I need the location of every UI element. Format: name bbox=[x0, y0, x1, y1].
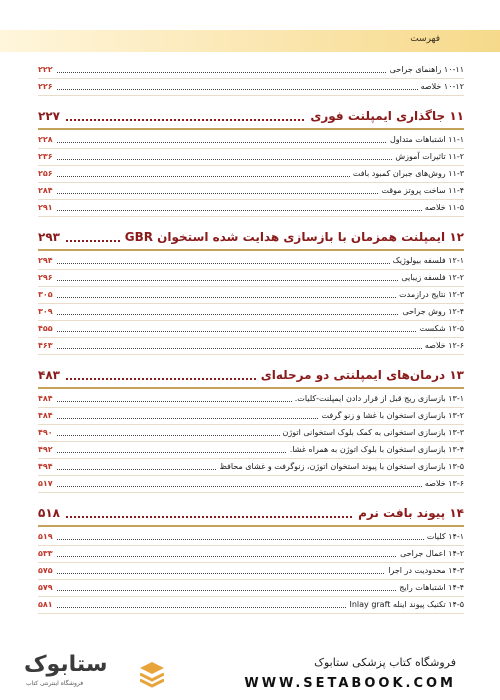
page-number: ۲۵۶ bbox=[38, 169, 56, 178]
toc-entry[interactable] bbox=[38, 166, 464, 183]
toc-entry[interactable] bbox=[38, 408, 464, 425]
entry-title: ۱۳-۱ بازسازی ریج قبل از قرار دادن ایمپلنت-کلیات. bbox=[292, 394, 464, 403]
chapter-title: ۱۲ ایمپلنت همزمان با بازسازی هدایت شده استخوان GBR bbox=[121, 230, 464, 244]
page-number: ۲۲۲ bbox=[38, 65, 56, 74]
chapter-underline bbox=[38, 128, 464, 130]
page-number: ۵۷۵ bbox=[38, 566, 56, 575]
dot-leader bbox=[38, 331, 464, 332]
toc-entry[interactable] bbox=[38, 338, 464, 355]
chapter-title: ۱۴ پیوند بافت نرم bbox=[354, 506, 464, 520]
entry-title: ۱۲-۳ نتایج درازمدت bbox=[396, 290, 464, 299]
logo-subtext: فروشگاه اینترنتی کتاب bbox=[26, 680, 84, 687]
toc-entry[interactable] bbox=[38, 287, 464, 304]
entry-title: ۱۰-۱۱ راهنمای جراحی bbox=[387, 65, 464, 74]
page-number: ۲۲۶ bbox=[38, 82, 56, 91]
toc-entry[interactable] bbox=[38, 79, 464, 96]
page-number: ۴۹۰ bbox=[38, 428, 56, 437]
chapter-underline bbox=[38, 387, 464, 389]
page-number: ۴۹۲ bbox=[38, 445, 56, 454]
toc-entry[interactable] bbox=[38, 442, 464, 459]
row-divider bbox=[38, 95, 464, 96]
page-title: فهرست bbox=[410, 34, 440, 44]
entry-title: ۱۳-۴ بازسازی استخوان با بلوک اتوژن به همراه غشا. bbox=[287, 445, 464, 454]
toc-entry[interactable] bbox=[38, 391, 464, 408]
toc-entry[interactable] bbox=[38, 425, 464, 442]
page-number: ۴۹۴ bbox=[38, 462, 56, 471]
toc-entry[interactable] bbox=[38, 563, 464, 580]
page-number: ۲۹۱ bbox=[38, 203, 56, 212]
row-divider bbox=[38, 354, 464, 355]
logo-wordmark: ستابوک bbox=[24, 652, 108, 677]
row-divider bbox=[38, 492, 464, 493]
entry-title: ۱۱-۴ ساخت پروتز موقت bbox=[378, 186, 464, 195]
entry-title: ۱۱-۱ اشتباهات متداول bbox=[387, 135, 464, 144]
entry-title: ۱۲-۴ روش جراحی bbox=[399, 307, 464, 316]
chapter-heading[interactable] bbox=[38, 227, 464, 249]
dot-leader bbox=[38, 210, 464, 211]
page-number: ۴۶۳ bbox=[38, 341, 56, 350]
chapter-heading[interactable] bbox=[38, 106, 464, 128]
dot-leader bbox=[38, 539, 464, 540]
entry-title: ۱۴-۱ کلیات bbox=[424, 532, 464, 541]
entry-title: ۱۳-۲ بازسازی استخوان با غشا و زنو گرفت bbox=[318, 411, 464, 420]
chapter-underline bbox=[38, 249, 464, 251]
page-number: ۲۹۴ bbox=[38, 256, 56, 265]
toc-entry[interactable] bbox=[38, 183, 464, 200]
page-number: ۲۹۶ bbox=[38, 273, 56, 282]
entry-title: ۱۲-۶ خلاصه bbox=[422, 341, 464, 350]
toc-entry[interactable] bbox=[38, 304, 464, 321]
page-number: ۴۵۵ bbox=[38, 324, 56, 333]
page-number: ۴۸۴ bbox=[38, 411, 56, 420]
toc-entry[interactable] bbox=[38, 253, 464, 270]
chapter-underline bbox=[38, 525, 464, 527]
page-number: ۵۷۹ bbox=[38, 583, 56, 592]
entry-title: ۱۴-۴ اشتباهات رایج bbox=[396, 583, 464, 592]
page-number: ۲۲۸ bbox=[38, 135, 56, 144]
dot-leader bbox=[38, 486, 464, 487]
page-number: ۴۸۴ bbox=[38, 394, 56, 403]
dot-leader bbox=[38, 348, 464, 349]
entry-title: ۱۰-۱۲ خلاصه bbox=[418, 82, 464, 91]
toc-entry[interactable] bbox=[38, 476, 464, 493]
page-number: ۵۸۱ bbox=[38, 600, 56, 609]
row-divider bbox=[38, 613, 464, 614]
entry-title: ۱۱-۲ تاثیرات آموزش bbox=[392, 152, 464, 161]
entry-title: ۱۴-۳ محدودیت در اجرا bbox=[385, 566, 464, 575]
chapter-heading[interactable] bbox=[38, 503, 464, 525]
page-number: ۲۸۴ bbox=[38, 186, 56, 195]
toc-entry[interactable] bbox=[38, 200, 464, 217]
book-stack-icon bbox=[140, 662, 164, 688]
page-number: ۵۱۸ bbox=[38, 506, 64, 520]
page-number: ۵۱۷ bbox=[38, 479, 56, 488]
entry-title: ۱۳-۵ بازسازی استخوان با پیوند استخوان اتوژن، زنوگرفت و غشای محافظ bbox=[216, 462, 464, 471]
page-number: ۲۲۷ bbox=[38, 109, 64, 123]
page-number: ۳۰۹ bbox=[38, 307, 56, 316]
toc-entry[interactable] bbox=[38, 62, 464, 79]
page-number: ۵۳۳ bbox=[38, 549, 56, 558]
entry-title: ۱۲-۲ فلسفه زیبایی bbox=[398, 273, 464, 282]
toc-entry[interactable] bbox=[38, 529, 464, 546]
entry-title: ۱۴-۲ اعمال جراحی bbox=[397, 549, 464, 558]
page-number: ۲۹۳ bbox=[38, 230, 64, 244]
toc-entry[interactable] bbox=[38, 580, 464, 597]
table-of-contents bbox=[38, 62, 464, 614]
toc-entry[interactable] bbox=[38, 321, 464, 338]
chapter-title: ۱۳ درمان‌های ایمپلنتی دو مرحله‌ای bbox=[257, 368, 464, 382]
dot-leader bbox=[38, 89, 464, 90]
entry-title: ۱۱-۳ روش‌های جبران کمبود بافت bbox=[350, 169, 464, 178]
entry-title: ۱۲-۱ فلسفه بیولوژیک bbox=[390, 256, 464, 265]
entry-title: ۱۱-۵ خلاصه bbox=[422, 203, 464, 212]
toc-entry[interactable] bbox=[38, 149, 464, 166]
entry-title: ۱۴-۵ تکنیک پیوند اینله Inlay graft bbox=[346, 600, 464, 609]
entry-title: ۱۲-۵ شکست bbox=[417, 324, 464, 333]
page-number: ۳۰۵ bbox=[38, 290, 56, 299]
setabook-logo bbox=[22, 652, 122, 692]
chapter-title: ۱۱ جاگذاری ایمپلنت فوری bbox=[306, 109, 464, 123]
page-number: ۴۸۳ bbox=[38, 368, 64, 382]
toc-entry[interactable] bbox=[38, 546, 464, 563]
header-band bbox=[0, 30, 500, 52]
store-name: فروشگاه کتاب پزشکی ستابوک bbox=[314, 656, 456, 669]
entry-title: ۱۳-۳ بازسازی استخوانی به کمک بلوک استخوانی اتوژن bbox=[280, 428, 464, 437]
toc-entry[interactable] bbox=[38, 597, 464, 614]
toc-entry[interactable] bbox=[38, 132, 464, 149]
toc-entry[interactable] bbox=[38, 270, 464, 287]
entry-title: ۱۳-۶ خلاصه bbox=[422, 479, 464, 488]
page-number: ۲۳۶ bbox=[38, 152, 56, 161]
chapter-heading[interactable] bbox=[38, 365, 464, 387]
page-number: ۵۱۹ bbox=[38, 532, 56, 541]
row-divider bbox=[38, 216, 464, 217]
toc-entry[interactable] bbox=[38, 459, 464, 476]
store-url[interactable]: WWW.SETABOOK.COM bbox=[244, 676, 456, 691]
